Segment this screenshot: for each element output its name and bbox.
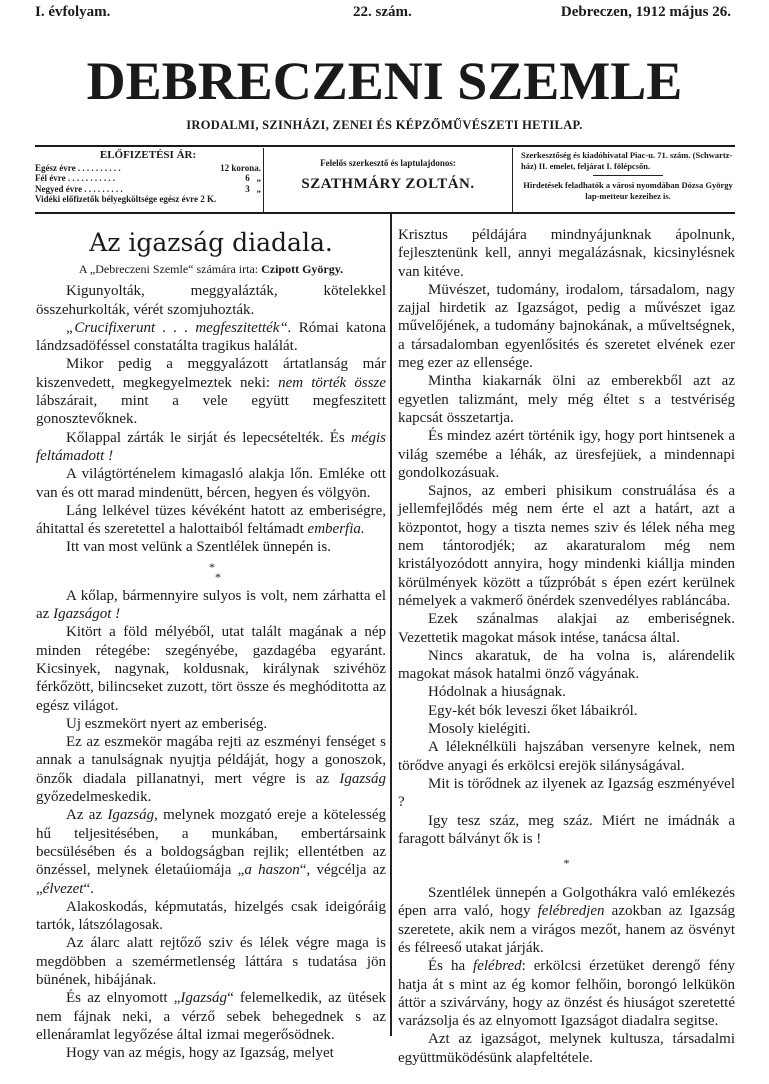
price-label: Egész évre . . . . . . . . . .	[35, 162, 121, 173]
issue-number: 22. szám.	[353, 4, 412, 20]
text: És mindez azért történik igy, hogy port hintsenek a világ szemébe a léhák, az üresfejüek, a mindennapi gondolkozásuak.	[398, 428, 735, 481]
right-column	[398, 226, 735, 1067]
asterisk: *	[215, 569, 221, 584]
paragraph	[36, 429, 386, 466]
paragraph	[398, 812, 735, 849]
text: Alakoskodás, képmutatás, hizelgés csak ideigóráig tartók, látszólagosak.	[36, 898, 386, 934]
text: Ez az eszmekör magába rejti az eszményi fenséget s annak a tanulságnak nyujtja példáját, hogy a gonoszok, önzők diadala pillanatnyi, mert végre is az	[36, 734, 386, 787]
text: Uj eszmekört nyert az emberiség.	[66, 715, 268, 732]
text: Mit is törődnek az ilyenek az Igazság eszményével ?	[398, 775, 735, 811]
paragraph	[36, 1044, 386, 1062]
text: Mosoly kielégiti.	[428, 721, 531, 738]
italic-text: felébred	[473, 958, 522, 975]
paragraph	[398, 738, 735, 775]
italic-text: nem törték össze	[278, 374, 386, 391]
office-box	[513, 148, 735, 212]
price-label: Negyed évre . . . . . . . . .	[35, 183, 123, 194]
text: Mintha kiakarnák ölni az emberekből azt az egyetlen talizmánt, mely még éltet s a testvériség kapcsát összetartja.	[398, 373, 735, 426]
paragraph	[36, 538, 386, 556]
rule-bottom	[35, 212, 735, 214]
paragraph	[36, 465, 386, 502]
office-address: Szerkesztőség és kiadóhivatal Piac-u. 71. szám. (Schwartz-ház) II. emelet, feljárat I. fölépcsőn.	[521, 150, 733, 171]
text: A léleknélküli hajszában versenyre kelnek, nem törődve anyagi és erkölcsi erejök silányságával.	[398, 739, 735, 774]
text: Ezek szánalmas alakjai az emberiségnek. Vezettetik magokat mások intése, tanácsa által.	[398, 611, 735, 646]
byline	[36, 260, 386, 278]
paragraph	[398, 957, 735, 1030]
article-title: Az igazság diadala.	[89, 228, 333, 257]
text: : erkölcsi érzetüket derengő fény hatja át s mint az ég komor felhőin, borongó lelkükön áttör a szivárvány, hogy az önzést és hiuságot szeretetté varázsolja és az elnyomott Igazságot diadalra segitse.	[398, 958, 735, 1030]
paragraph	[398, 775, 735, 812]
paragraph	[36, 934, 386, 989]
italic-text: mégis feltámadott !	[36, 429, 386, 464]
section-break: *	[563, 856, 570, 871]
text: Hódolnak a hiuságnak.	[428, 684, 566, 701]
text: lábszárait, mint a vele együtt megfeszitett gonosztevőknek.	[36, 393, 386, 428]
text: Kitört a föld mélyéből, utat talált magának a nép minden rétegébe: szegényébe, gazdagéba egyaránt. Kicsinyek, nagynak, koldusnak, királynak szivéhöz férkőzött, bilincseket zuzott, tört össze és meghóditotta az egész világot.	[36, 624, 386, 714]
office-separator	[593, 175, 663, 176]
text: Egy-két bók leveszi őket lábaikról.	[428, 702, 638, 719]
paragraph	[398, 482, 735, 610]
rule-top	[35, 145, 735, 147]
price-row	[35, 173, 261, 184]
volume: I. évfolyam.	[35, 4, 111, 20]
paragraph	[398, 281, 735, 372]
ads-note: Hirdetések feladhatók a városi nyomdában Dózsa György lap-metteur kezeihez is.	[523, 180, 733, 201]
text: Szentlélek ünnepén a Golgothákra való emlékezés épen arra való, hogy	[398, 885, 735, 920]
italic-text: Igazság	[339, 770, 386, 787]
paragraph	[36, 989, 386, 1044]
editor-box	[263, 148, 513, 212]
column-divider	[390, 214, 392, 1036]
asterisk: *	[209, 559, 215, 574]
italic-text: a haszon	[244, 862, 300, 879]
editor-name: SZATHMÁRY ZOLTÁN.	[301, 175, 475, 192]
left-paragraphs-2	[36, 587, 386, 1063]
italic-text: élvezet	[42, 880, 84, 897]
text: Nincs akaratuk, de ha volna is, alárendelik magokat mások hatalmi önző vágyának.	[398, 647, 735, 683]
text: Mikor pedig a meggyalázott ártatlanság már kiszenvedett, megkegyelmeztek neki:	[36, 356, 386, 391]
right-paragraphs-2	[398, 884, 735, 1067]
paragraph	[398, 884, 735, 957]
text: Krisztus példájára mindnyájunknak ápolnunk, fejlesztenünk kell, annyi megalázásnak, kicsinylésnek van kitéve.	[398, 227, 735, 280]
paragraph	[36, 587, 386, 624]
paragraph	[398, 647, 735, 684]
text: Igy tesz száz, meg száz. Miért ne imádnák a faragott bálványt ők is !	[398, 812, 735, 847]
subscription-heading: ELŐFIZETÉSI ÁR:	[99, 149, 197, 161]
text: A kőlap, bármennyire sulyos is volt, nem zárhatta el az	[36, 587, 386, 623]
price-row	[35, 163, 261, 174]
paragraph	[36, 502, 386, 539]
italic-text: felébredjen	[537, 903, 605, 920]
text: “ felemelkedik, az ütések nem fájnak neki, a vérző sebek behegednek s az ellenáramlat legyőzése által izmai megerősödnek.	[36, 990, 386, 1043]
masthead-title: DEBRECZENI SZEMLE	[86, 51, 683, 111]
info-bar	[35, 148, 735, 212]
paragraph	[398, 372, 735, 427]
subscription-box	[35, 148, 263, 212]
section-break	[36, 557, 386, 587]
masthead-subtitle: IRODALMI, SZINHÁZI, ZENEI ÉS KÉPZŐMŰVÉSZETI HETILAP.	[186, 118, 583, 132]
issue-line	[35, 4, 731, 22]
paragraph	[36, 806, 386, 897]
text: A világtörténelem kimagasló alakja lőn. Emléke ott van és ott marad mindenütt, bércen, hegyen és völgyön.	[36, 466, 386, 501]
paragraph	[36, 319, 386, 356]
paragraph	[36, 898, 386, 935]
text: Láng lelkével tüzes kévéként hatott az emberiségre, áhitattal és szeretettel a halottaiból feltámadt	[36, 502, 386, 538]
text: azokban az Igazság szeretete, akik nem a virágos mezőt, hanem az ösvényt és félreeső utakat járják.	[398, 903, 735, 956]
left-paragraphs-1	[36, 282, 386, 556]
left-column	[36, 226, 386, 1062]
place-date: Debreczen, 1912 május 26.	[560, 4, 731, 20]
italic-text: Igazság	[107, 807, 155, 824]
price-value: 6 „	[245, 173, 261, 183]
price-label: Fél évre . . . . . . . . . . .	[35, 173, 116, 183]
price-row	[35, 184, 261, 195]
paragraph	[398, 683, 735, 701]
editor-label: Felelős szerkesztő és laptulajdonos:	[320, 158, 456, 168]
text: Római katona lándzsadöféssel constatálta tragikus halálát.	[36, 319, 387, 355]
paragraph	[398, 226, 735, 281]
price-value: 12 korona.	[220, 162, 261, 173]
italic-text: Igazságot !	[53, 606, 121, 623]
author: Czipott György.	[261, 262, 344, 276]
paragraph	[398, 720, 735, 738]
text: “, végcélja az „	[36, 862, 386, 897]
paragraph	[36, 733, 386, 806]
paragraph	[36, 623, 386, 714]
text: “.	[83, 880, 94, 897]
paragraph	[398, 427, 735, 482]
text: Sajnos, az emberi phisikum construálása és a jellemfejlődés még nem érte el azt a határt, azt a központot, hogy a tiszta nemes sziv és lélek néha meg nem tántorodjék; az akaraturalom még nem kristályozódott annyira, hogy mindenki kiállja minden körülmények között a tűzpróbát s épen ezért kerülnek némelyek a vakmerő önérdek szenvedélyes rabláncába.	[398, 483, 735, 609]
text: Azt az igazságot, melynek kultusza, társadalmi együttmüködésünk alapfeltétele.	[398, 1031, 735, 1066]
paragraph	[36, 282, 386, 319]
text: Hogy van az mégis, hogy az Igazság, melyet	[66, 1045, 334, 1062]
text: , melynek mozgató ereje a kötelesség hű teljesitésében, a munkában, embertársaink becsülésében és a boldogságban rejlik; ellentétben az önzéssel, melynek életaúiomája „	[36, 807, 386, 879]
right-paragraphs-1	[398, 226, 735, 848]
italic-text: Igazság	[180, 990, 228, 1007]
text: És ha	[428, 958, 474, 975]
text: És az elnyomott „	[66, 990, 181, 1007]
paragraph	[398, 1030, 735, 1067]
paragraph	[36, 355, 386, 428]
byline-prefix: A „Debreczeni Szemle“ számára irta:	[78, 262, 259, 276]
italic-text: „Crucifixerunt . . . megfeszitették“.	[66, 319, 292, 336]
paragraph	[398, 610, 735, 647]
text: Az az	[66, 807, 108, 824]
italic-text: emberfia.	[307, 521, 365, 538]
text: Müvészet, tudomány, irodalom, társadalom, nagy zajjal hirdetik az Igazságot, pedig a művészet igaz művelőjének, a tudomány bajnokának, a műveltségnek, a társadalomban egyenlősités és szeretet elvének ezer meg ezer az ellensége.	[398, 281, 735, 372]
text: győzedelmeskedik.	[36, 789, 152, 806]
paragraph	[36, 715, 386, 733]
paragraph	[398, 702, 735, 720]
text: Kigunyolták, meggyalázták, kötelekkel összehurkolták, vérét szomjuhozták.	[36, 283, 386, 318]
price-value: 3 „	[245, 183, 261, 194]
text: Itt van most velünk a Szentlélek ünnepén is.	[66, 539, 331, 556]
text: Az álarc alatt rejtőző sziv és lélek végre maga is megdöbben a szemérmetlenség láttára s tudatása jön bünének, hibájának.	[36, 935, 386, 988]
subscription-note: Vidéki előfizetők bélyegköltsége egész évre 2 K.	[35, 194, 217, 204]
text: Kőlappal zárták le sirját és lepecsételték. És	[66, 429, 351, 446]
